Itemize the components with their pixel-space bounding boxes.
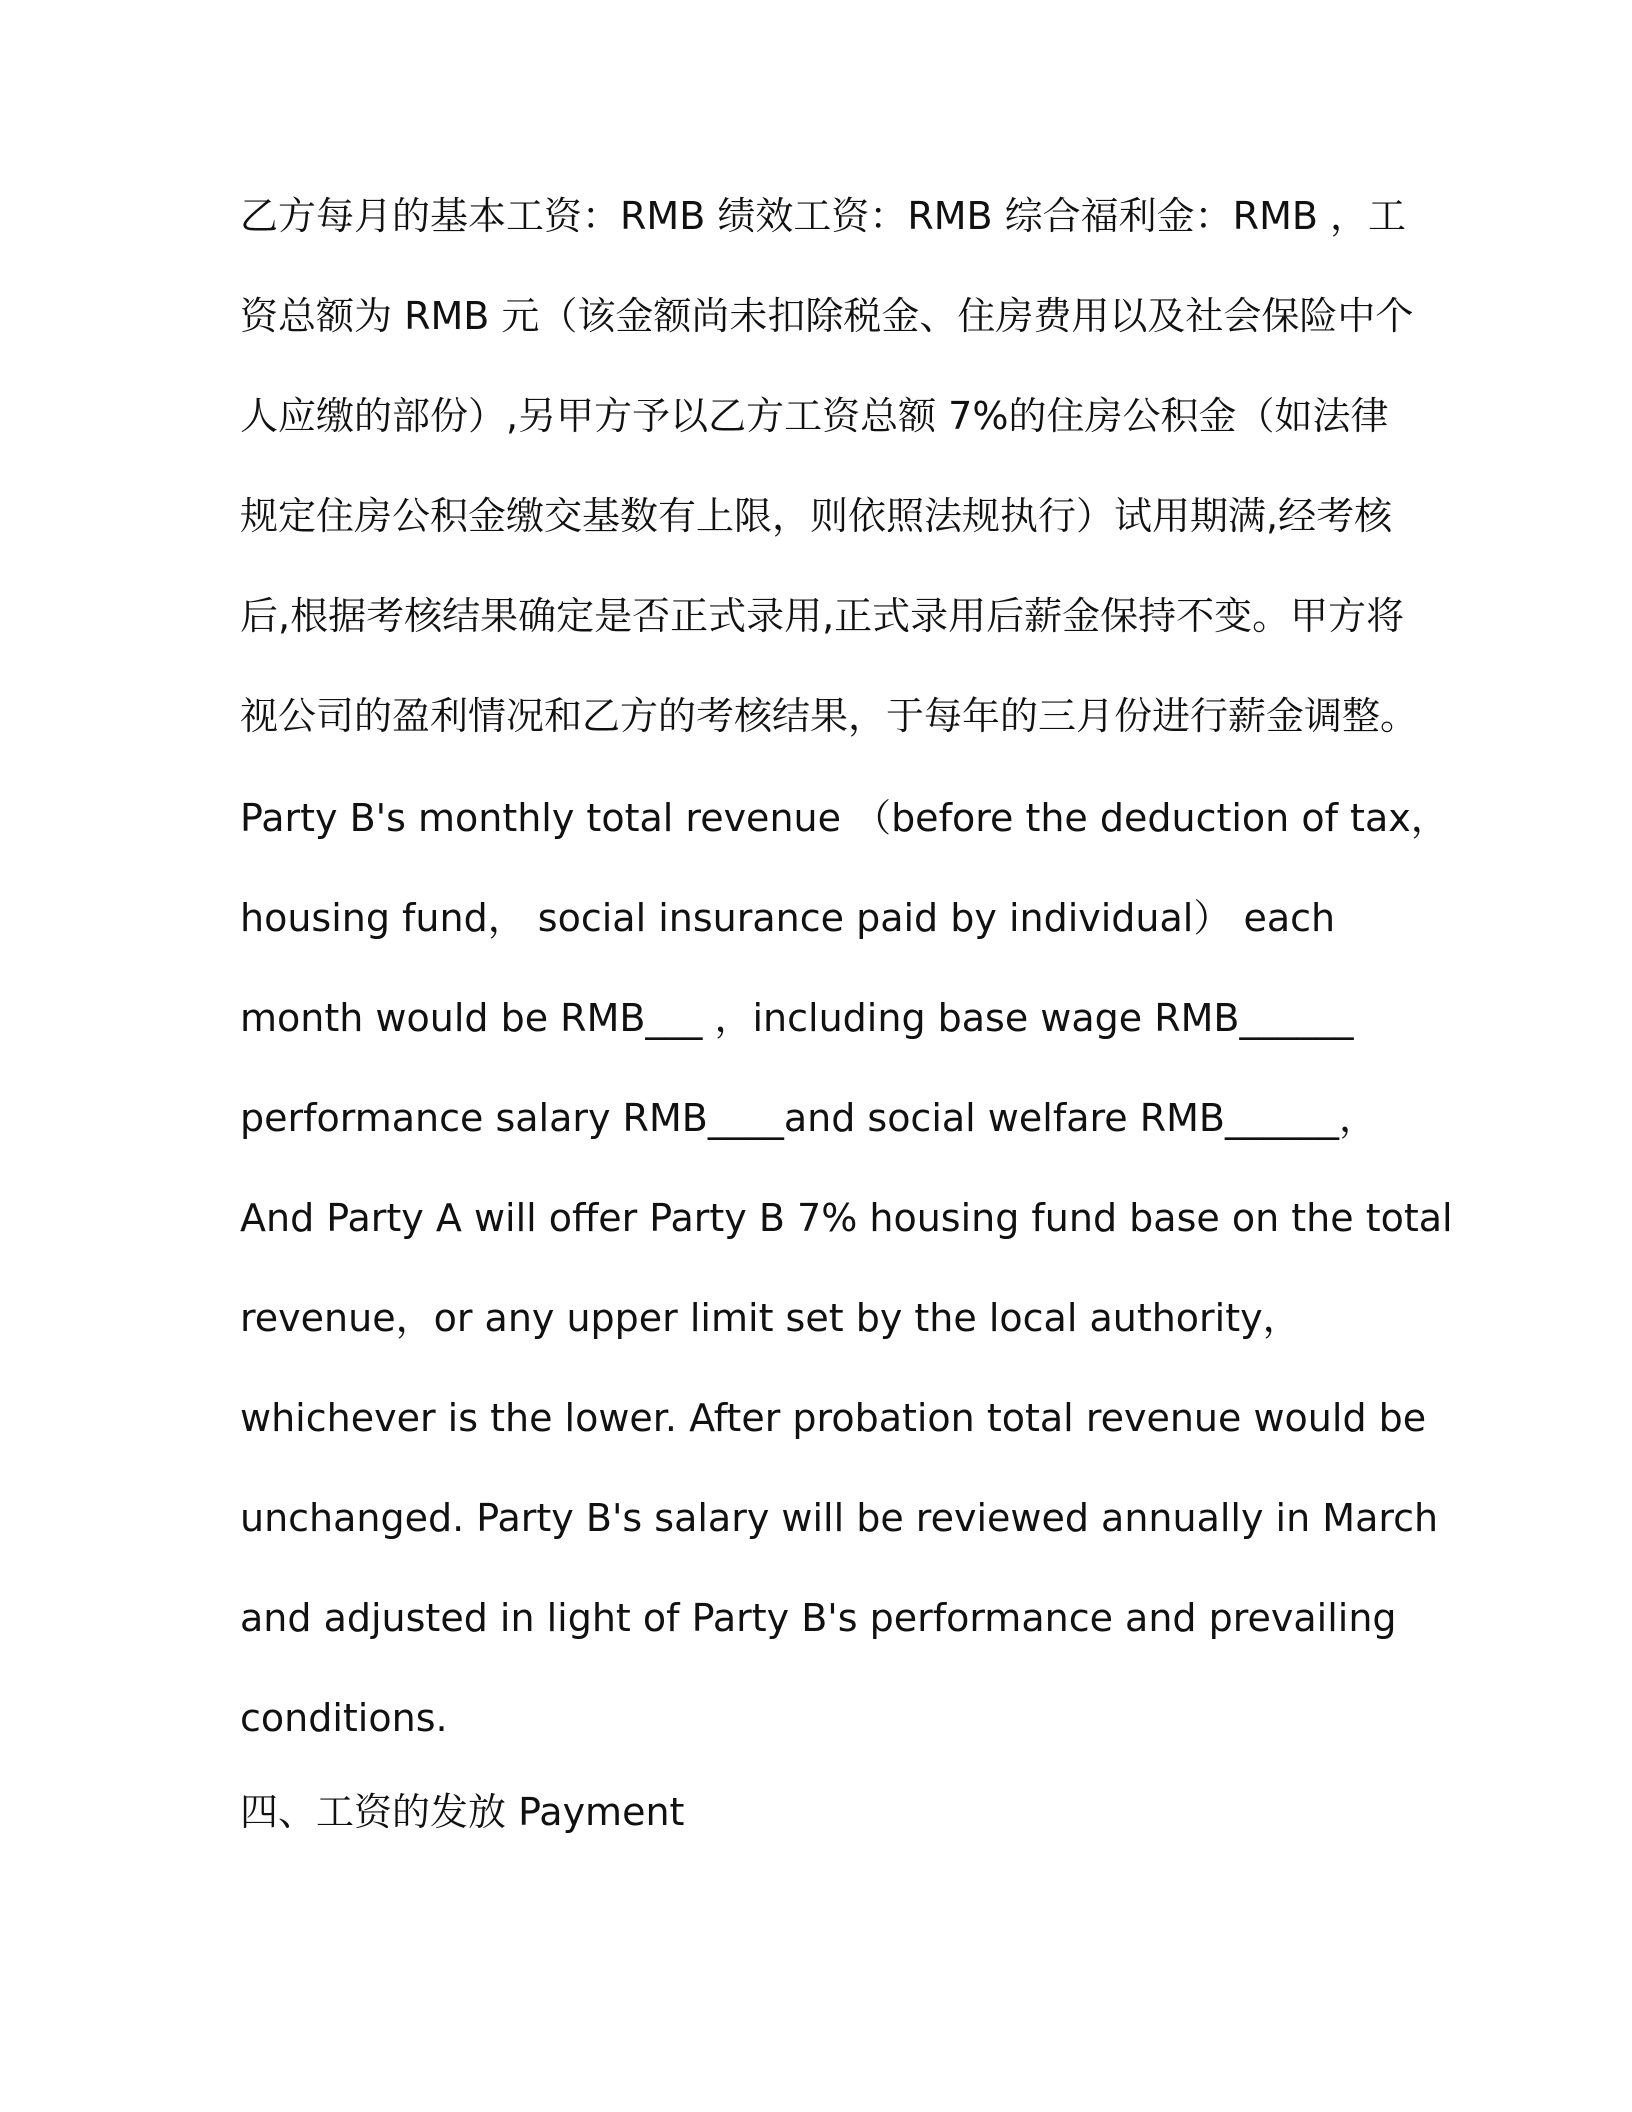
cn-line: 人应缴的部份）,另甲方予以乙方工资总额 7%的住房公积金（如法律 bbox=[240, 394, 1389, 438]
cn-line: 资总额为 RMB 元（该金额尚未扣除税金、住房费用以及社会保险中个 bbox=[240, 294, 1414, 338]
cn-line: 乙方每月的基本工资：RMB 绩效工资：RMB 综合福利金：RMB ，工 bbox=[240, 194, 1407, 238]
en-line: housing fund， social insurance paid by individual） each bbox=[240, 896, 1336, 940]
en-line: unchanged. Party B's salary will be reviewed annually in March bbox=[240, 1496, 1439, 1540]
en-line: revenue，or any upper limit set by the local authority， bbox=[240, 1296, 1301, 1340]
en-line: and adjusted in light of Party B's performance and prevailing bbox=[240, 1596, 1397, 1640]
en-line: whichever is the lower. After probation total revenue would be bbox=[240, 1396, 1427, 1440]
cn-line: 视公司的盈利情况和乙方的考核结果，于每年的三月份进行薪金调整。 bbox=[240, 694, 1419, 738]
en-line: month would be RMB___ ，including base wage RMB______ bbox=[240, 996, 1354, 1040]
cn-line: 后,根据考核结果确定是否正式录用,正式录用后薪金保持不变。甲方将 bbox=[240, 594, 1405, 638]
en-line: Party B's monthly total revenue （before the deduction of tax， bbox=[240, 796, 1449, 840]
en-line: And Party A will offer Party B 7% housing fund base on the total bbox=[240, 1196, 1453, 1240]
section-heading: 四、工资的发放 Payment bbox=[240, 1790, 685, 1834]
cn-line: 规定住房公积金缴交基数有上限，则依照法规执行）试用期满,经考核 bbox=[240, 494, 1393, 538]
en-line: performance salary RMB____and social welfare RMB______， bbox=[240, 1096, 1377, 1140]
en-line: conditions. bbox=[240, 1696, 448, 1740]
